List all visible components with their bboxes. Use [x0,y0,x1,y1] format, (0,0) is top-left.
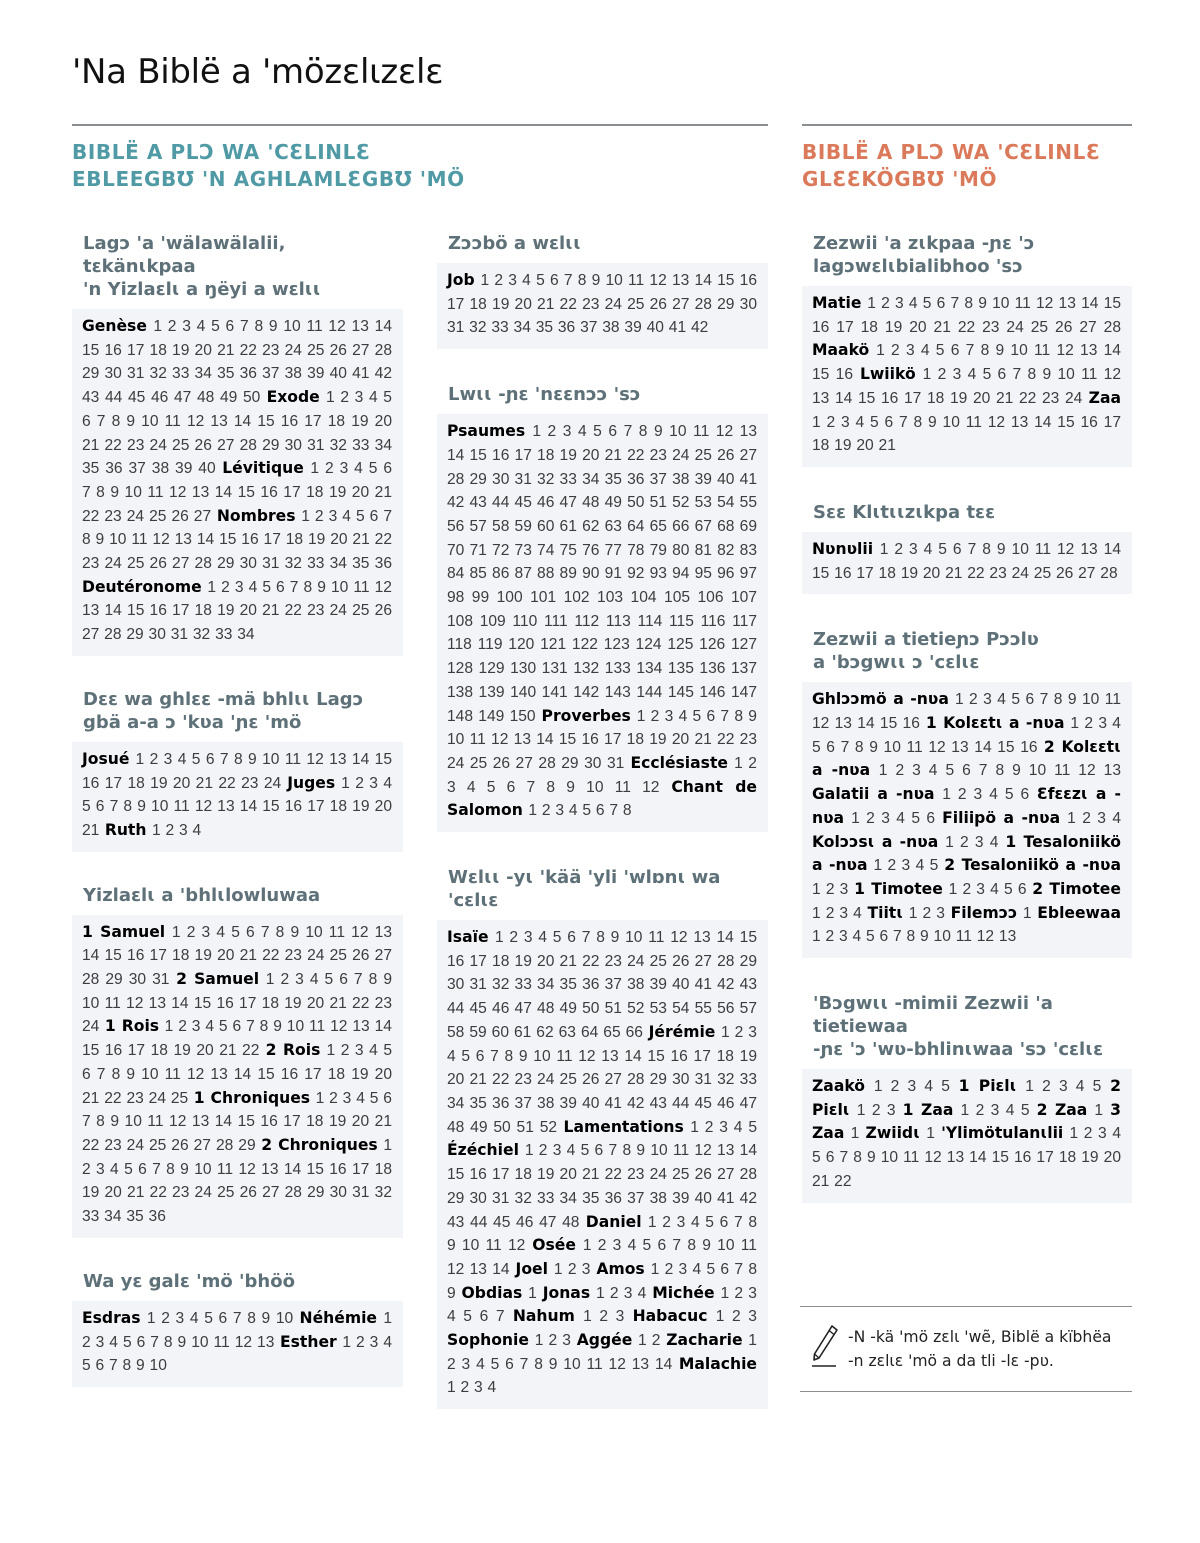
chapter-numbers: 1 2 3 4 5 6 7 8 9 10 11 12 13 14 15 16 17 18 19 20 21 22 23 24 25 26 27 28 29 30 31 32 33 34 35 36 [82,507,393,573]
book-name: Zaakö [812,1077,866,1096]
book-name: Zaa [1088,388,1121,407]
chapter-numbers: 1 2 3 4 5 6 7 8 9 10 11 12 13 14 15 16 17 18 19 20 21 [82,774,392,839]
book-section [437,232,768,349]
section-title-line: -ɲɛ 'ɔ 'wʋ-bhlinɩwaa 'sɔ 'cɛlɩɛ [813,1039,1104,1061]
chapter-numbers: 1 2 3 4 [1067,809,1121,827]
chapter-numbers: 1 2 3 4 5 6 7 8 9 10 11 12 [447,754,757,796]
section-title [72,1270,403,1293]
section-title-line: 'Bɔgwɩɩ -mimii Zezwii 'a tietiewaa [813,993,1053,1038]
chapter-numbers: 1 2 3 4 [812,904,862,922]
chapter-box [72,742,403,852]
section-title-line: Wɛlɩɩ -yɩ 'kää 'yli 'wlɒnɩ wa 'cɛlɩɛ [448,867,721,912]
chapter-numbers: 1 2 3 4 5 6 7 8 9 10 11 12 13 14 15 16 17 18 19 20 21 22 [812,1125,1121,1190]
book-name: Lwiikö [859,365,916,384]
book-name: Michée [652,1283,715,1302]
chapter-box [437,263,768,349]
section-title [72,884,403,907]
chapter-numbers: 1 2 3 4 5 6 7 8 9 10 11 12 13 [878,762,1121,780]
book-name: 2 Chroniques [261,1135,378,1154]
chapter-box [72,1301,403,1387]
book-name: Tiitɩ [867,903,904,922]
section-title-line: Lwɩɩ -ɲɛ 'nɛɛnɔɔ 'sɔ [448,384,641,406]
chapter-box [72,915,403,1238]
new-testament-heading [802,139,1101,193]
chapter-numbers: 1 [528,1284,537,1302]
heading-line: GLƐƐKÖGBƱ 'MÖ [802,167,998,191]
chapter-numbers: 1 2 3 [534,1332,571,1350]
chapter-box [802,682,1132,958]
chapter-numbers: 1 2 3 4 5 6 7 8 9 10 11 12 13 14 15 16 17 18 19 20 21 22 23 24 [812,366,1122,407]
chapter-numbers: 1 2 [638,1332,661,1350]
chapter-box [437,414,768,832]
chapter-box [802,532,1132,594]
book-section [437,866,768,1409]
old-testament-column-2 [437,232,768,1443]
chapter-numbers: 1 2 3 4 5 6 7 8 9 10 11 12 13 14 15 16 [812,342,1121,384]
book-name: 'Ylimötulanɩlii [941,1124,1064,1143]
book-name: Ruth [104,820,147,839]
chapter-numbers: 1 2 3 4 5 [960,1101,1030,1119]
chapter-numbers: 1 2 3 4 [447,1379,497,1397]
book-name: Obdias [461,1283,523,1302]
chapter-numbers: 1 2 3 4 5 6 7 8 9 10 [146,1309,294,1327]
book-name: 2 Zaa [1036,1100,1088,1119]
chapter-numbers: 1 2 3 4 5 6 7 8 9 10 11 12 13 14 15 16 17 18 19 20 21 22 23 24 25 26 27 28 29 30 31 32 33 34 35 36 37 38 39 40 41 42 43 44 45 46 47 48 49 50 51 52 [447,1023,757,1136]
section-title-line: Wa yɛ galɛ 'mö 'bhöö [83,1270,295,1292]
section-title-line: Dɛɛ wa ghlɛɛ -mä bhlɩɩ Lagɔ [83,688,364,710]
book-name: Lamentations [563,1117,684,1136]
book-name: Jérémie [648,1022,716,1041]
book-name: Galatii a -nʋa [812,785,935,804]
book-section [72,1270,403,1387]
section-title-line: 'n Yizlaɛlɩ a ŋëyi a wɛlɩɩ [83,279,321,300]
chapter-numbers: 1 2 3 4 5 6 [948,880,1027,898]
section-title [437,232,768,255]
chapter-numbers: 1 2 3 [812,880,849,898]
chapter-box [72,309,403,656]
book-name: 2 Kolɛɛtɩ a -nʋa [812,737,1121,780]
book-name: 2 Piɛlɩ [812,1077,1121,1119]
book-section [802,992,1132,1203]
book-name: Proverbes [541,706,631,725]
book-name: Psaumes [447,422,526,441]
book-name: Genèse [82,317,147,335]
book-name: 2 Samuel [176,970,260,989]
page-title: 'Na Biblë a 'mözɛlɩzɛlɛ [72,52,444,92]
book-name: Nʋnʋlii [812,539,874,558]
book-name: Jonas [542,1283,591,1302]
chapter-numbers: 1 2 3 4 5 6 7 8 9 10 11 12 13 14 15 16 17 18 19 20 21 22 23 24 25 26 27 28 29 30 31 32 33 34 35 36 37 38 39 40 [82,389,392,478]
chapter-numbers: 1 2 3 4 5 6 7 8 9 10 11 12 13 14 [447,1237,757,1278]
section-title-line: Yizlaɛlɩ a 'bhlɩlowluwaa [83,884,321,906]
section-title [72,688,403,734]
chapter-numbers: 1 2 3 4 [151,821,202,839]
book-section [802,628,1132,958]
chapter-numbers: 1 2 3 [715,1308,757,1326]
section-title [802,992,1132,1061]
chapter-numbers: 1 2 3 4 5 6 7 8 9 10 11 12 13 14 15 16 17 18 19 20 21 22 23 24 25 [82,1042,392,1107]
book-name: Ézéchiel [447,1141,519,1160]
book-name: 1 Zaa [902,1100,954,1119]
book-name: Habacuc [632,1307,708,1326]
book-name: 1 Tesaloniikö a -nʋa [812,832,1121,875]
book-section [802,501,1132,594]
chapter-numbers: 1 2 3 4 5 6 7 8 9 [447,1260,758,1302]
new-testament-column [802,232,1132,1237]
book-name: 1 Kolɛɛtɩ a -nʋa [925,714,1065,733]
book-name: 1 Timotee [854,879,943,898]
book-name: Filemɔɔ [950,903,1018,922]
chapter-numbers: 1 2 3 4 5 6 7 8 9 10 11 12 13 14 15 16 [812,715,1121,756]
book-name: Kolɔɔsɩ a -nʋa [812,832,939,851]
chapter-box [802,286,1132,467]
book-name: Job [447,271,475,289]
book-name: Nahum [512,1307,575,1326]
chapter-numbers: 1 2 3 4 5 [1025,1078,1102,1096]
chapter-numbers: 1 2 3 4 5 6 7 8 9 10 11 12 13 14 15 16 17 18 19 20 21 22 23 24 25 26 27 28 29 30 31 32 33 34 35 36 37 38 39 40 41 42 43 44 45 46 47 48 49 50 51 52 53 54 55 56 57 58 59 60 61 62 63 64 65 66 [447,929,757,1041]
chapter-numbers: 1 2 3 4 5 6 7 8 9 10 11 12 13 14 15 16 17 18 19 20 21 22 [82,1018,392,1060]
section-title [802,628,1132,674]
chapter-numbers: 1 2 3 4 5 6 [851,809,936,827]
book-name: 1 Samuel [82,922,166,941]
book-name: Aggée [576,1331,633,1350]
chapter-numbers: 1 [1094,1101,1104,1119]
heading-line: BIBLË A PLƆ WA 'CƐLINLƐ [802,140,1101,164]
chapter-numbers: 1 2 3 4 5 6 7 8 9 10 11 12 13 [812,928,1017,946]
chapter-numbers: 1 2 3 [908,904,945,922]
book-name: 2 Timotee [1032,879,1121,898]
chapter-numbers: 1 2 3 4 5 [873,857,939,875]
book-name: Nombres [216,506,296,525]
book-name: Esther [279,1332,337,1351]
section-title-line: Sɛɛ Klɩtɩɩzɩkpa tɛɛ [813,501,996,523]
section-title [437,383,768,406]
heading-line: EBLEEGBƱ 'N AGHLAMLƐGBƱ 'MÖ [72,167,465,191]
chapter-numbers: 1 2 3 4 5 6 7 [447,1284,757,1326]
note-text [848,1325,1128,1373]
chapter-numbers: 1 2 3 4 5 6 7 8 9 10 11 12 13 14 15 16 [812,691,1121,733]
book-name: Deutéronome [82,577,202,596]
chapter-numbers: 1 2 3 4 5 6 7 8 9 10 11 12 13 14 15 16 17 18 19 20 21 22 23 24 [82,750,392,792]
book-name: 2 Tesaloniikö a -nʋa [944,856,1121,875]
chapter-numbers: 1 2 3 4 5 6 7 8 9 10 11 12 13 14 15 16 17 18 19 20 21 22 23 24 25 26 27 28 29 30 31 [82,923,392,989]
book-name: Exode [266,388,320,407]
heading-line: BIBLË A PLƆ WA 'CƐLINLƐ [72,140,371,164]
chapter-numbers: 1 2 3 4 5 6 7 8 9 10 11 12 13 14 15 16 17 18 19 20 21 22 23 24 25 26 27 28 [812,540,1121,582]
book-section [802,232,1132,467]
book-section [72,688,403,852]
book-name: 1 Chroniques [193,1088,311,1107]
book-name: Amos [596,1259,645,1278]
book-name: Zacharie [666,1331,743,1350]
book-section [72,884,403,1238]
chapter-numbers: 1 2 3 4 5 6 7 8 9 10 11 12 13 14 15 16 17 18 19 20 21 22 23 24 25 26 27 28 29 [82,1089,392,1154]
chapter-numbers: 1 2 3 4 5 6 7 8 9 10 [82,1333,392,1375]
book-name: Maakö [812,341,870,360]
chapter-numbers: 1 2 3 4 5 6 7 8 9 10 11 12 13 14 15 16 17 18 19 20 21 22 23 24 25 26 27 [82,460,393,525]
book-name: Zwiidɩ [865,1124,920,1143]
book-name: Ebleewaa [1037,903,1122,922]
divider-new [802,124,1132,126]
book-name: Esdras [82,1308,141,1327]
section-title [437,866,768,912]
chapter-numbers: 1 2 3 4 5 6 7 8 [528,802,632,820]
section-title-line: Lagɔ 'a 'wälawälalii, tɛkänɩkpaa [83,233,286,277]
chapter-numbers: 1 2 3 4 5 [690,1118,757,1136]
chapter-numbers: 1 2 3 4 5 6 7 8 9 10 11 12 13 14 15 16 17 18 19 20 21 22 23 24 25 26 27 28 [812,295,1121,336]
section-title-line: lagɔwɛlɩbialibhoo 'sɔ [813,256,1023,277]
chapter-numbers: 1 2 3 4 [945,833,999,851]
chapter-numbers: 1 [850,1125,860,1143]
chapter-numbers: 1 2 3 [856,1101,896,1119]
chapter-numbers: 1 2 3 4 5 6 [942,786,1030,804]
note-box [800,1306,1132,1392]
book-name: Néhémie [299,1308,378,1327]
chapter-numbers: 1 2 3 4 5 [873,1078,950,1096]
chapter-numbers: 1 [1022,904,1032,922]
book-name: Osée [532,1236,576,1255]
chapter-numbers: 1 2 3 4 5 6 7 8 9 10 11 12 13 14 15 16 17 18 19 20 21 22 23 24 25 26 27 28 29 30 31 [447,707,757,772]
section-title-line: Zezwii 'a zɩkpaa -ɲɛ 'ɔ [813,233,1035,254]
chapter-numbers: 1 2 3 4 5 6 7 8 9 10 11 12 13 14 15 16 17 18 19 20 21 22 23 24 25 26 27 28 29 30 31 32 33 34 35 36 37 38 39 40 41 42 43 44 45 46 47 48 49 50 [82,318,392,407]
note-line: -n zɛlɩɛ 'mö a da tli -lɛ -pʋ. [848,1352,1054,1370]
book-name: Juges [287,773,336,792]
pencil-icon [810,1323,840,1373]
section-title [802,232,1132,278]
section-title-line: a 'bɔgwɩɩ ɔ 'cɛlɩɛ [813,652,980,674]
book-name: 3 Zaa [812,1100,1122,1143]
book-name: Chant de Salomon [447,777,757,820]
chapter-numbers: 1 2 3 4 5 6 7 8 9 10 11 12 13 [82,1309,392,1351]
chapter-numbers: 1 2 3 4 5 6 7 8 9 10 11 12 13 14 15 16 17 18 19 20 21 22 23 24 [82,971,392,1036]
chapter-box [437,920,768,1409]
book-name: Lévitique [222,459,304,478]
chapter-numbers: 1 2 3 4 5 6 7 8 9 10 11 12 13 14 15 16 17 18 19 20 21 22 23 24 25 26 27 28 29 30 31 32 33 34 [82,578,392,644]
chapter-numbers: 1 2 3 4 5 6 7 8 9 10 11 12 [447,1213,757,1255]
divider-old [72,124,768,126]
book-name: Malachie [678,1354,757,1373]
book-name: Daniel [585,1212,642,1231]
chapter-numbers: 1 2 3 4 5 6 7 8 9 10 11 12 13 14 15 16 17 18 19 20 21 22 23 24 25 26 27 28 29 30 31 32 33 34 35 36 [82,1136,392,1226]
book-name: 1 Piɛlɩ [958,1077,1017,1096]
book-name: Ɛfɛɛzɩ a -nʋa [812,785,1121,827]
section-title-line: Zɔɔbö a wɛlɩɩ [448,233,581,254]
book-name: Isaïe [447,928,489,947]
note-line: -N -kä 'mö zɛlɩ 'wẽ, Biblë a kïbhëa [848,1328,1112,1346]
book-name: Sophonie [447,1331,529,1350]
chapter-numbers: 1 [926,1125,935,1143]
chapter-box [802,1069,1132,1203]
book-name: Joel [515,1259,548,1278]
chapter-numbers: 1 2 3 4 5 6 7 8 9 10 11 12 13 14 15 16 17 18 19 20 21 22 23 24 25 26 27 28 29 30 31 32 33 34 35 36 37 38 39 40 41 42 43 44 45 46 47 48 [447,1142,757,1231]
book-name: 2 Rois [265,1041,321,1060]
chapter-numbers: 1 2 3 4 5 6 7 8 9 10 11 12 13 14 15 16 17 18 19 20 21 [812,413,1121,455]
old-testament-column-1 [72,232,403,1419]
chapter-numbers: 1 2 3 4 5 6 7 8 9 10 11 12 13 14 15 16 17 18 19 20 21 22 23 24 25 26 27 28 29 30 31 32 33 34 35 36 37 38 39 40 41 42 43 44 45 46 47 48 49 50 51 52 53 54 55 56 57 58 59 60 61 62 63 64 65 66 67 68 69 70 71 72 73 74 75 76 77 78 79 80 81 82 83 84 85 86 87 88 89 90 91 92 93 94 95 96 97 98 99 100 101 102 103 104 105 106 107 108 109 110 111 112 113 114 115 116 117 118 119 120 121 122 123 124 125 126 127 128 129 130 131 132 133 134 135 136 137 138 139 140 141 142 143 144 145 146 147 148 149 150 [447,423,758,725]
section-title [802,501,1132,524]
chapter-numbers: 1 2 3 [553,1260,591,1278]
book-name: Ghlɔɔmö a -nʋa [812,690,949,709]
chapter-numbers: 1 2 3 4 [595,1284,647,1302]
chapter-numbers: 1 2 3 4 5 6 7 8 9 10 11 12 13 14 [447,1332,757,1373]
old-testament-heading [72,139,465,193]
book-name: Josué [82,749,130,768]
section-title [72,232,403,301]
section-title-line: Zezwii a tietieɲɔ Pɔɔlʋ [813,629,1039,651]
book-section [72,232,403,656]
book-name: Ecclésiaste [630,753,728,772]
chapter-numbers: 1 2 3 [583,1308,625,1326]
chapter-numbers: 1 2 3 4 5 6 7 8 9 10 11 12 13 14 15 16 17 18 19 20 21 22 23 24 25 26 27 28 29 30 31 32 33 34 35 36 37 38 39 40 41 42 [447,272,757,337]
book-name: 1 Rois [104,1017,160,1036]
book-section [437,383,768,832]
book-name: Filiipö a -nʋa [942,808,1061,827]
section-title-line: gbä a-a ɔ 'kʋa 'ɲɛ 'mö [83,711,302,733]
book-name: Matie [812,294,862,312]
